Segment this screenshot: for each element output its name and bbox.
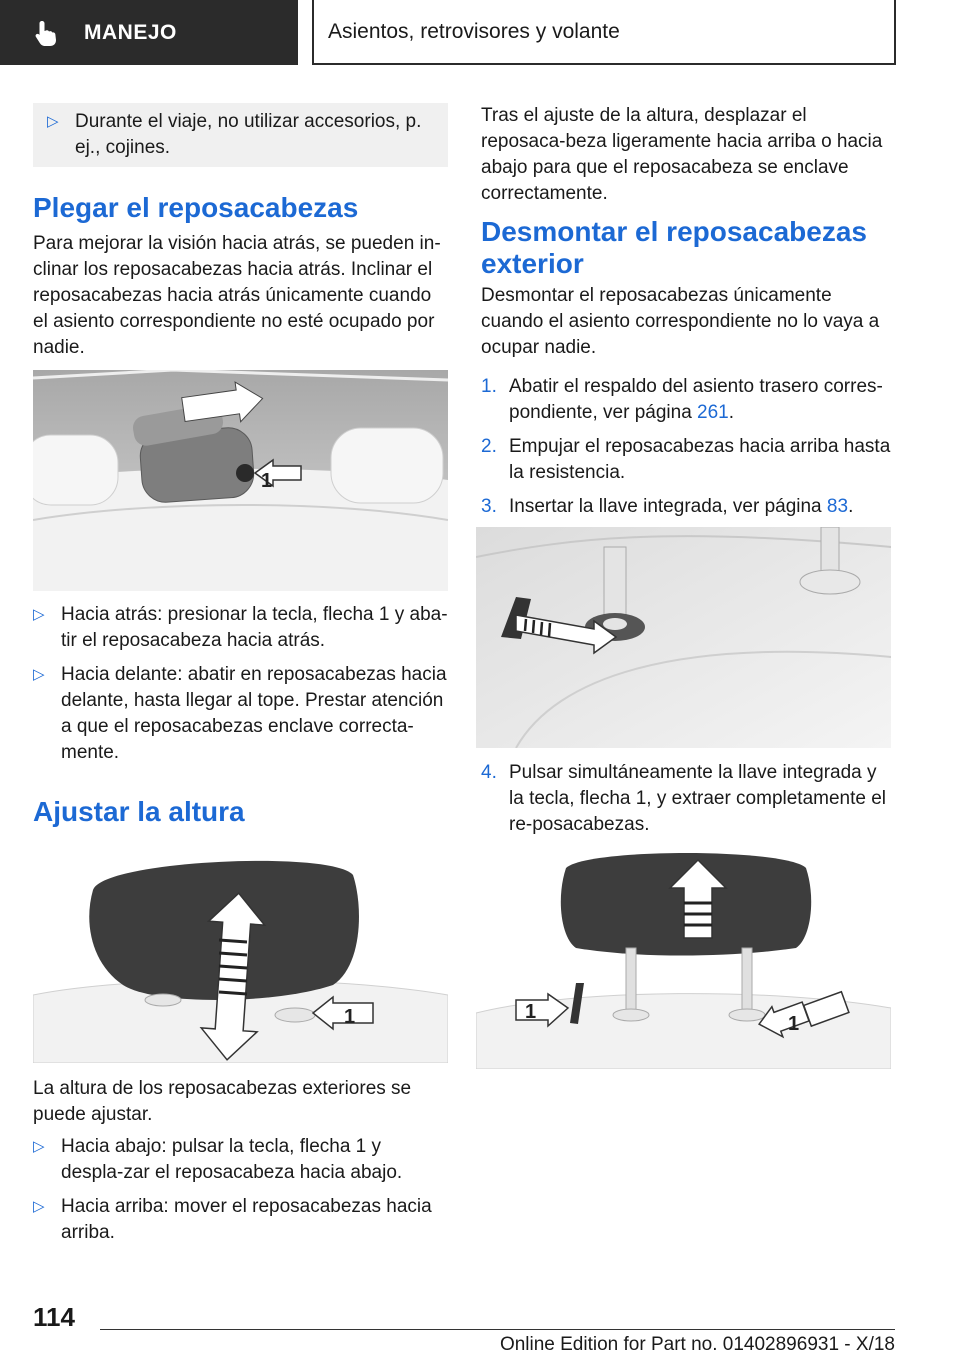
edition-text: Online Edition for Part no. 01402896931 - X/18 — [499, 1334, 895, 1355]
figure-adjust-height — [33, 845, 448, 1063]
note-box — [33, 103, 448, 167]
page-link-83[interactable]: 83 — [826, 496, 849, 517]
figure-remove-headrest — [476, 848, 891, 1069]
figure-fold-headrest — [33, 370, 448, 591]
list-item: 3. Insertar la llave integrada, ver página 83. — [481, 496, 854, 517]
list-item: ▷ Hacia arriba: mover el reposacabezas hacia arriba. — [33, 1194, 448, 1246]
heading-height: Ajustar la altura — [33, 796, 245, 827]
paragraph-height: La altura de los reposacabezas exteriores se puede ajustar. — [33, 1078, 412, 1125]
heading-remove: Desmontar el reposacabezas exterior — [481, 216, 867, 279]
triangle-bullet-icon: ▷ — [33, 606, 45, 623]
section-name: MANEJO — [84, 20, 177, 44]
callout-1: 1 — [344, 1006, 356, 1028]
height-bullet-list — [33, 1134, 448, 1246]
chapter-title: Asientos, retrovisores y volante — [312, 0, 896, 65]
fold-bullet-list — [33, 602, 448, 766]
callout-1: 1 — [788, 1013, 800, 1035]
triangle-bullet-icon: ▷ — [33, 1138, 45, 1155]
hand-pointer-icon — [32, 18, 62, 48]
triangle-bullet-icon: ▷ — [33, 666, 45, 683]
footer-rule — [100, 1329, 895, 1330]
list-item: ▷ Hacia abajo: pulsar la tecla, flecha 1 y despla-zar el reposacabeza hacia abajo. — [33, 1134, 448, 1186]
heading-fold: Plegar el reposacabezas — [33, 192, 359, 223]
page-link-261[interactable]: 261 — [697, 402, 729, 423]
triangle-bullet-icon: ▷ — [33, 1198, 45, 1215]
steps-list-a — [481, 374, 893, 520]
figure-insert-key — [476, 527, 891, 748]
section-tab — [0, 0, 298, 65]
list-item: ▷ Hacia atrás: presionar la tecla, flecha 1 y aba-tir el reposacabeza hacia atrás. — [33, 602, 448, 654]
paragraph-fold: Para mejorar la visión hacia atrás, se pueden in-clinar los reposacabezas hacia atrás. Inclinar el reposacabezas hacia atrás únicamente cuando el asiento correspondiente no esté ocupado por nadie. — [33, 233, 441, 358]
callout-1: 1 — [261, 470, 273, 492]
list-item: 2. Empujar el reposacabezas hacia arriba hasta la resistencia. — [481, 436, 891, 483]
list-item: 4. Pulsar simultáneamente la llave integrada y la tecla, flecha 1, y extraer completamente el re-posacabezas. — [481, 762, 887, 835]
list-item: 1. Abatir el respaldo del asiento trasero corres-pondiente, ver página 261. — [481, 376, 883, 423]
list-item: ▷ Hacia delante: abatir en reposacabezas hacia delante, hasta llegar al tope. Prestar atención a que el reposacabezas enclave correcta-mente. — [33, 662, 448, 766]
callout-1: 1 — [525, 1001, 537, 1023]
page-number: 114 — [33, 1302, 75, 1332]
triangle-bullet-icon: ▷ — [47, 113, 59, 130]
steps-list-b — [481, 760, 893, 838]
note-text: Durante el viaje, no utilizar accesorios, p. ej., cojines. — [75, 111, 422, 158]
paragraph-after-adjust: Tras el ajuste de la altura, desplazar el reposaca-beza ligeramente hacia arriba o hacia abajo para que el reposacabeza se enclave correctamente. — [481, 105, 883, 204]
paragraph-remove: Desmontar el reposacabezas únicamente cuando el asiento correspondiente no lo vaya a ocupar nadie. — [481, 285, 880, 358]
